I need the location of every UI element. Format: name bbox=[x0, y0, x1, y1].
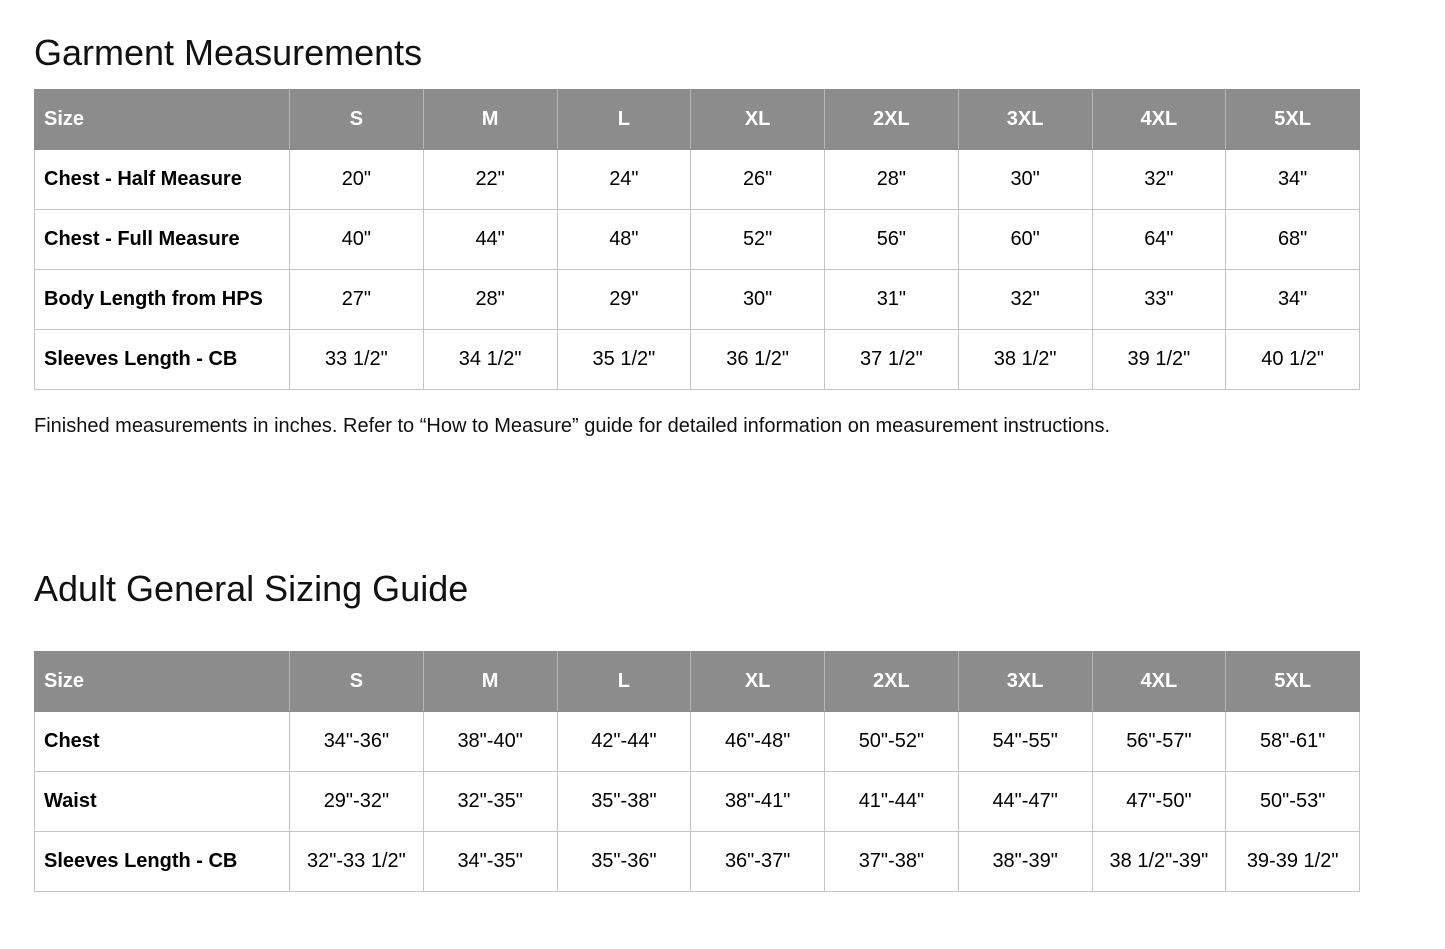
row-label: Sleeves Length - CB bbox=[35, 330, 290, 390]
table-cell: 68" bbox=[1226, 210, 1360, 270]
table-cell: 44" bbox=[423, 210, 557, 270]
table-cell: 38 1/2" bbox=[958, 330, 1092, 390]
table-cell: 24" bbox=[557, 150, 691, 210]
table-row bbox=[35, 330, 1360, 390]
header-size-xl: XL bbox=[691, 652, 825, 712]
header-size-label: Size bbox=[35, 652, 290, 712]
table-cell: 38 1/2"-39" bbox=[1092, 832, 1226, 892]
row-label: Chest - Half Measure bbox=[35, 150, 290, 210]
table-cell: 38"-40" bbox=[423, 712, 557, 772]
table-cell: 29"-32" bbox=[290, 772, 424, 832]
header-size-4xl: 4XL bbox=[1092, 652, 1226, 712]
table-row bbox=[35, 712, 1360, 772]
table-cell: 28" bbox=[825, 150, 959, 210]
table-cell: 40 1/2" bbox=[1226, 330, 1360, 390]
table-row bbox=[35, 832, 1360, 892]
table-cell: 35"-36" bbox=[557, 832, 691, 892]
table-cell: 50"-53" bbox=[1226, 772, 1360, 832]
table-cell: 37"-38" bbox=[825, 832, 959, 892]
table-cell: 32"-33 1/2" bbox=[290, 832, 424, 892]
table-cell: 42"-44" bbox=[557, 712, 691, 772]
table-cell: 47"-50" bbox=[1092, 772, 1226, 832]
table-cell: 32" bbox=[958, 270, 1092, 330]
header-size-2xl: 2XL bbox=[825, 90, 959, 150]
table-cell: 34" bbox=[1226, 150, 1360, 210]
table-cell: 34"-36" bbox=[290, 712, 424, 772]
table-header-row bbox=[35, 652, 1360, 712]
table-cell: 60" bbox=[958, 210, 1092, 270]
row-label: Body Length from HPS bbox=[35, 270, 290, 330]
table-cell: 34 1/2" bbox=[423, 330, 557, 390]
table-cell: 35 1/2" bbox=[557, 330, 691, 390]
header-size-s: S bbox=[290, 652, 424, 712]
header-size-label: Size bbox=[35, 90, 290, 150]
table-row bbox=[35, 772, 1360, 832]
table-cell: 64" bbox=[1092, 210, 1226, 270]
row-label: Chest - Full Measure bbox=[35, 210, 290, 270]
table-cell: 34"-35" bbox=[423, 832, 557, 892]
table-cell: 39-39 1/2" bbox=[1226, 832, 1360, 892]
table-cell: 38"-39" bbox=[958, 832, 1092, 892]
table-row bbox=[35, 150, 1360, 210]
row-label: Waist bbox=[35, 772, 290, 832]
table-cell: 38"-41" bbox=[691, 772, 825, 832]
row-label: Sleeves Length - CB bbox=[35, 832, 290, 892]
table-row bbox=[35, 270, 1360, 330]
header-size-s: S bbox=[290, 90, 424, 150]
garment-measurements-title: Garment Measurements bbox=[34, 32, 423, 73]
table-cell: 30" bbox=[958, 150, 1092, 210]
header-size-xl: XL bbox=[691, 90, 825, 150]
header-size-4xl: 4XL bbox=[1092, 90, 1226, 150]
header-size-5xl: 5XL bbox=[1226, 90, 1360, 150]
garment-measurements-table bbox=[34, 89, 1360, 390]
header-size-m: M bbox=[423, 652, 557, 712]
table-cell: 41"-44" bbox=[825, 772, 959, 832]
table-cell: 50"-52" bbox=[825, 712, 959, 772]
header-size-l: L bbox=[557, 90, 691, 150]
table-cell: 27" bbox=[290, 270, 424, 330]
table-cell: 40" bbox=[290, 210, 424, 270]
table-cell: 52" bbox=[691, 210, 825, 270]
header-size-2xl: 2XL bbox=[825, 652, 959, 712]
table-header-row bbox=[35, 90, 1360, 150]
table-cell: 58"-61" bbox=[1226, 712, 1360, 772]
table-cell: 22" bbox=[423, 150, 557, 210]
table-cell: 36 1/2" bbox=[691, 330, 825, 390]
table-cell: 26" bbox=[691, 150, 825, 210]
table-cell: 34" bbox=[1226, 270, 1360, 330]
table-cell: 20" bbox=[290, 150, 424, 210]
table-cell: 56" bbox=[825, 210, 959, 270]
header-size-5xl: 5XL bbox=[1226, 652, 1360, 712]
measurement-note: Finished measurements in inches. Refer to “How to Measure” guide for detailed information on measurement instructions. bbox=[34, 415, 1111, 437]
header-size-m: M bbox=[423, 90, 557, 150]
header-size-3xl: 3XL bbox=[958, 90, 1092, 150]
sizing-guide-table bbox=[34, 651, 1360, 892]
table-cell: 28" bbox=[423, 270, 557, 330]
table-cell: 37 1/2" bbox=[825, 330, 959, 390]
table-cell: 33 1/2" bbox=[290, 330, 424, 390]
table-cell: 33" bbox=[1092, 270, 1226, 330]
table-cell: 32"-35" bbox=[423, 772, 557, 832]
table-cell: 29" bbox=[557, 270, 691, 330]
table-cell: 39 1/2" bbox=[1092, 330, 1226, 390]
table-cell: 30" bbox=[691, 270, 825, 330]
header-size-3xl: 3XL bbox=[958, 652, 1092, 712]
table-cell: 46"-48" bbox=[691, 712, 825, 772]
table-cell: 48" bbox=[557, 210, 691, 270]
table-cell: 56"-57" bbox=[1092, 712, 1226, 772]
table-cell: 44"-47" bbox=[958, 772, 1092, 832]
row-label: Chest bbox=[35, 712, 290, 772]
sizing-guide-title: Adult General Sizing Guide bbox=[34, 568, 469, 609]
header-size-l: L bbox=[557, 652, 691, 712]
table-cell: 31" bbox=[825, 270, 959, 330]
table-cell: 32" bbox=[1092, 150, 1226, 210]
table-row bbox=[35, 210, 1360, 270]
table-cell: 54"-55" bbox=[958, 712, 1092, 772]
table-cell: 36"-37" bbox=[691, 832, 825, 892]
table-cell: 35"-38" bbox=[557, 772, 691, 832]
